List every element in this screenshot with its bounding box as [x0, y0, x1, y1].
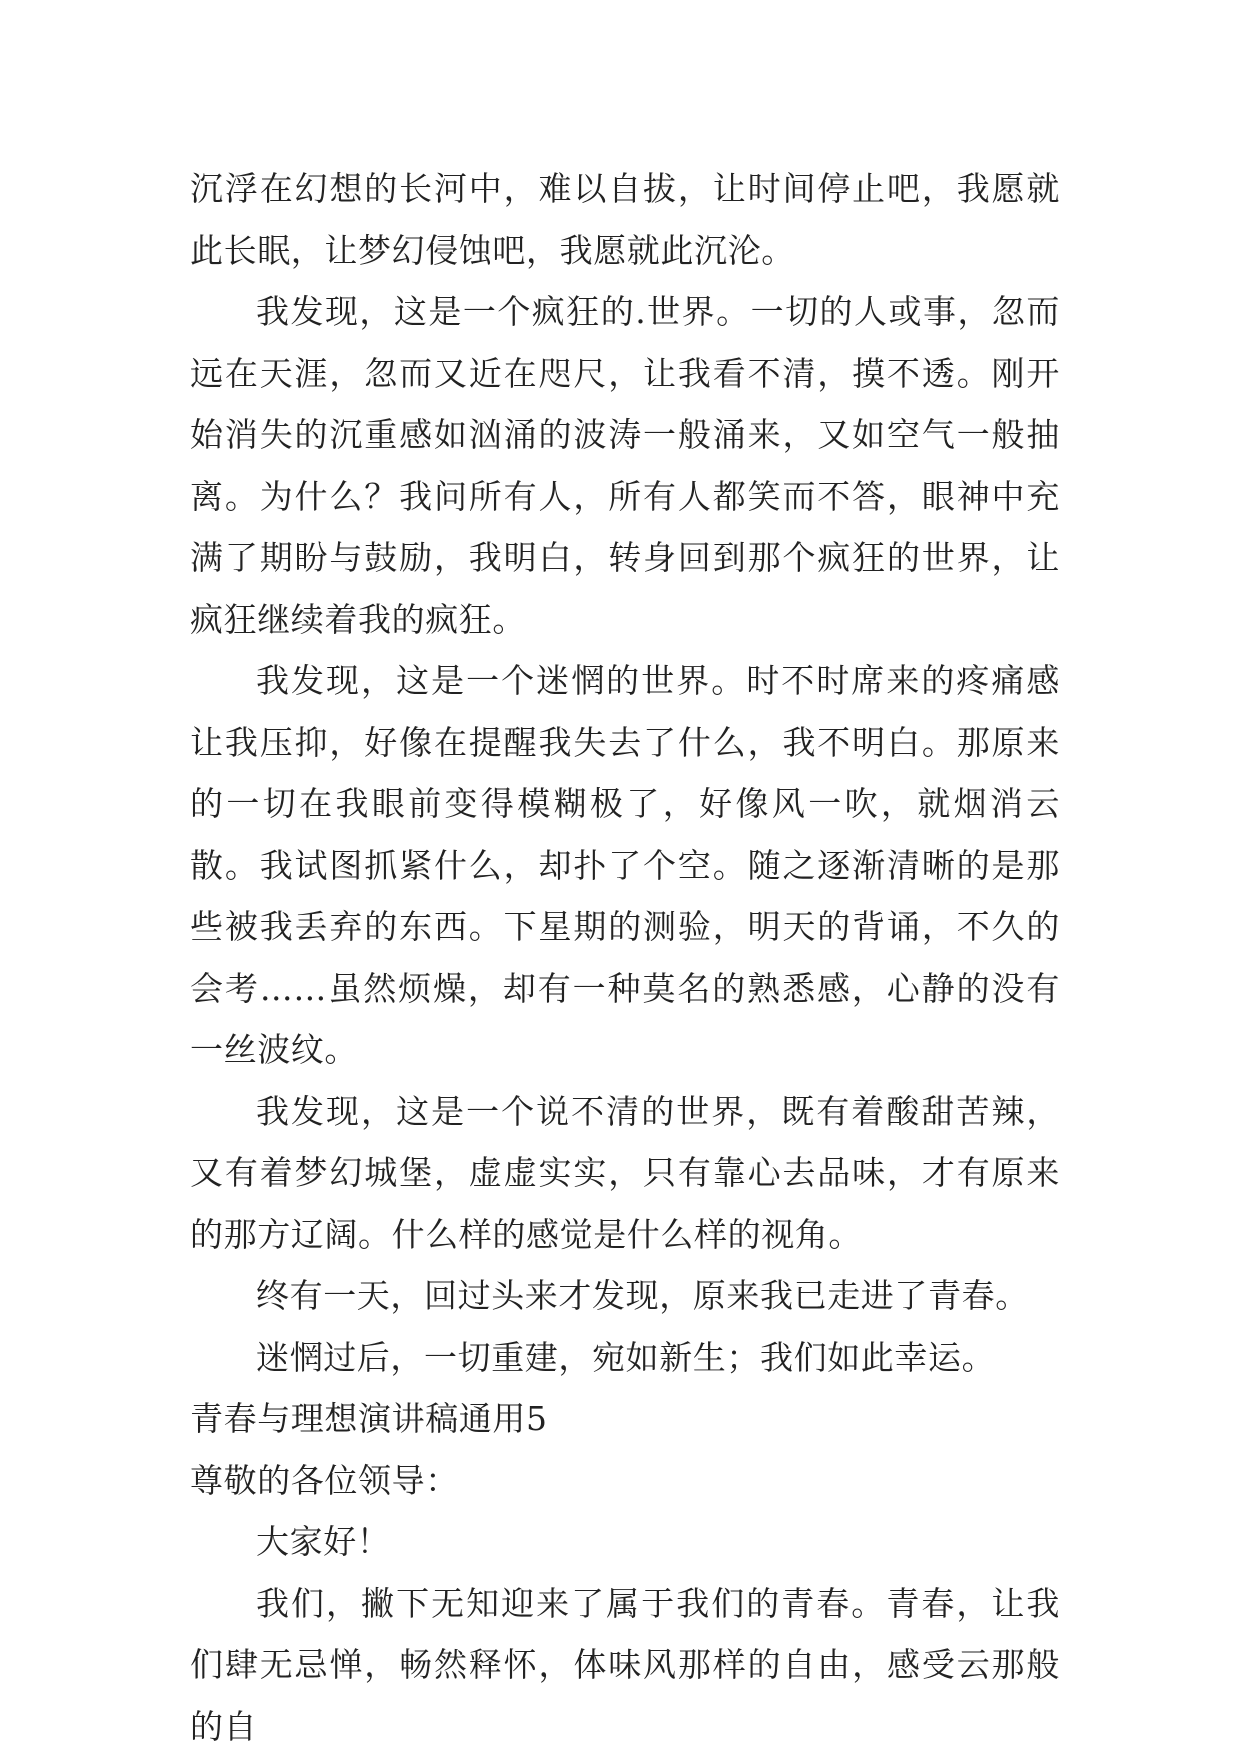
paragraph: 我们，撇下无知迎来了属于我们的青春。青春，让我们肆无忌惮，畅然释怀，体味风那样的自由，感受云那般的自 — [190, 1573, 1060, 1757]
paragraph: 我发现，这是一个疯狂的.世界。一切的人或事，忽而远在天涯，忽而又近在咫尺，让我看不清，摸不透。刚开始消失的沉重感如汹涌的波涛一般涌来，又如空气一般抽离。为什么？我问所有人，所有人都笑而不答，眼神中充满了期盼与鼓励，我明白，转身回到那个疯狂的世界，让疯狂继续着我的疯狂。 — [190, 281, 1060, 650]
paragraph: 我发现，这是一个说不清的世界，既有着酸甜苦辣，又有着梦幻城堡，虚虚实实，只有靠心去品味，才有原来的那方辽阔。什么样的感觉是什么样的视角。 — [190, 1081, 1060, 1266]
section-title: 青春与理想演讲稿通用5 — [190, 1388, 1060, 1450]
salutation: 尊敬的各位领导： — [190, 1450, 1060, 1512]
paragraph: 终有一天，回过头来才发现，原来我已走进了青春。 — [190, 1265, 1060, 1327]
paragraph: 我发现，这是一个迷惘的世界。时不时席来的疼痛感让我压抑，好像在提醒我失去了什么，我不明白。那原来的一切在我眼前变得模糊极了，好像风一吹，就烟消云散。我试图抓紧什么，却扑了个空。随之逐渐清晰的是那些被我丢弃的东西。下星期的测验，明天的背诵，不久的会考……虽然烦燥，却有一种莫名的熟悉感，心静的没有一丝波纹。 — [190, 650, 1060, 1081]
paragraph: 迷惘过后，一切重建，宛如新生；我们如此幸运。 — [190, 1327, 1060, 1389]
paragraph: 沉浮在幻想的长河中，难以自拔，让时间停止吧，我愿就此长眠，让梦幻侵蚀吧，我愿就此沉沦。 — [190, 158, 1060, 281]
greeting: 大家好！ — [190, 1511, 1060, 1573]
document-body — [190, 158, 1060, 1757]
